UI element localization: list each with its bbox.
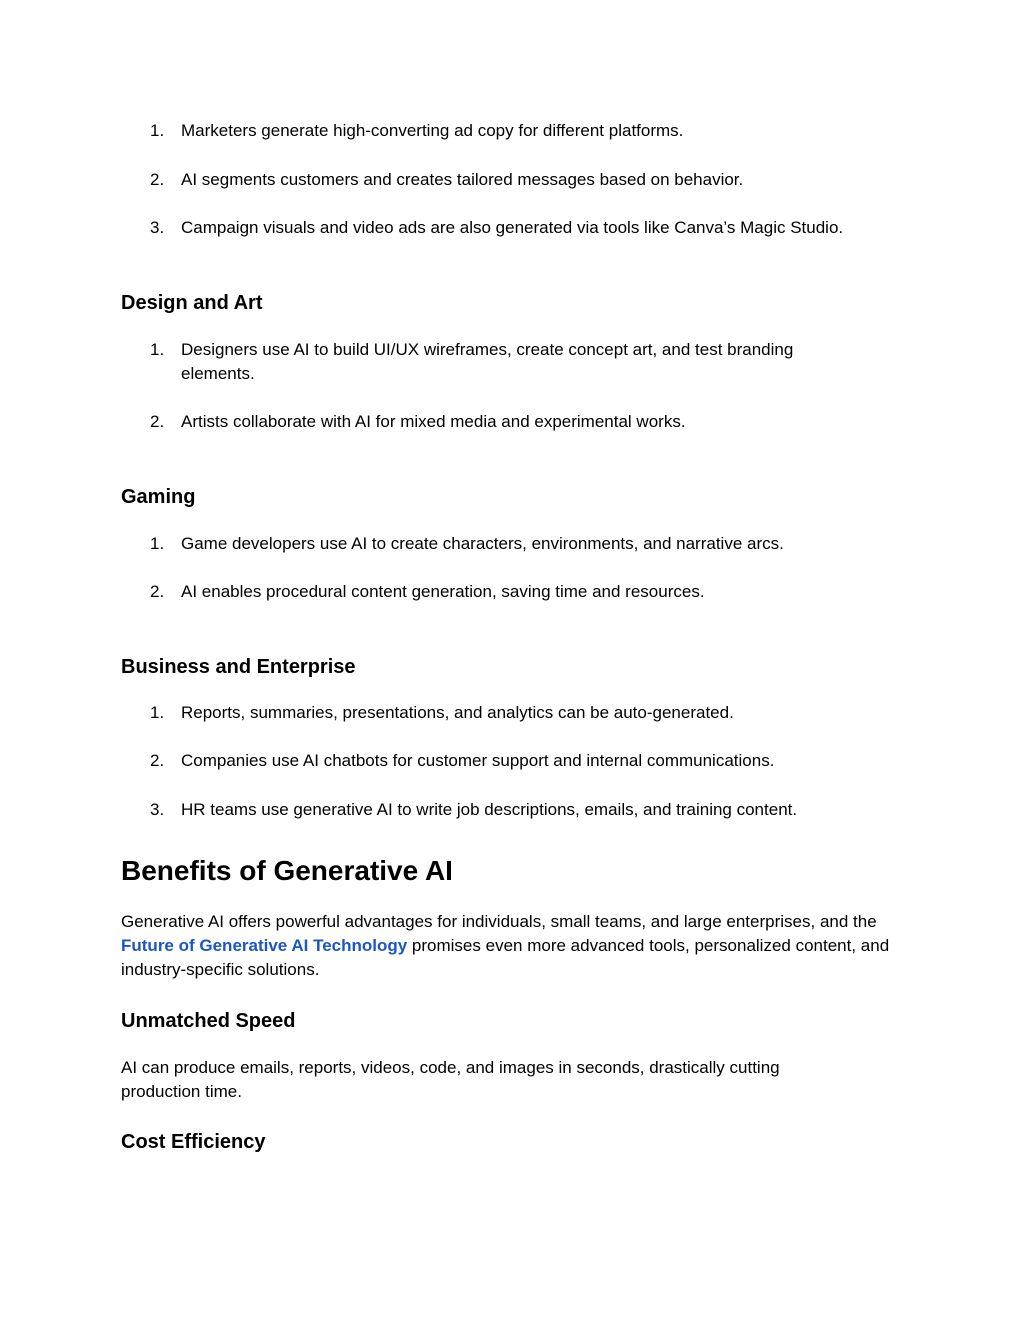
list-number: 1.	[150, 340, 165, 359]
section-heading-benefits: Benefits of Generative AI	[121, 855, 453, 886]
list-text: Reports, summaries, presentations, and analytics can be auto-generated.	[181, 703, 734, 722]
list-number: 2.	[150, 412, 165, 431]
speed-paragraph: AI can produce emails, reports, videos, code, and images in seconds, drastically cutting production time.	[121, 1058, 780, 1101]
list-number: 3.	[150, 218, 165, 237]
section-heading-cost: Cost Efficiency	[121, 1131, 266, 1153]
list-text: HR teams use generative AI to write job descriptions, emails, and training content.	[181, 800, 798, 819]
section-heading-design: Design and Art	[121, 292, 263, 314]
intro-text-after: promises even more advanced tools, personalized content, and industry-specific solutions.	[121, 936, 890, 979]
section-heading-speed: Unmatched Speed	[121, 1010, 296, 1032]
intro-text-before: Generative AI offers powerful advantages for individuals, small teams, and large enterprises, and the	[121, 912, 877, 931]
list-text: Marketers generate high-converting ad copy for different platforms.	[181, 121, 684, 140]
list-number: 1.	[150, 534, 165, 553]
list-text: AI segments customers and creates tailored messages based on behavior.	[181, 170, 744, 189]
future-of-generative-ai-link[interactable]: Future of Generative AI Technology	[121, 936, 408, 955]
benefits-intro-paragraph	[121, 910, 891, 982]
list-number: 1.	[150, 703, 165, 722]
list-text: AI enables procedural content generation, saving time and resources.	[181, 582, 705, 601]
list-text: Game developers use AI to create characters, environments, and narrative arcs.	[181, 534, 784, 553]
list-number: 3.	[150, 800, 165, 819]
list-number: 2.	[150, 170, 165, 189]
section-heading-gaming: Gaming	[121, 486, 196, 508]
list-text: Campaign visuals and video ads are also generated via tools like Canva’s Magic Studio.	[181, 218, 844, 237]
list-number: 2.	[150, 751, 165, 770]
list-number: 2.	[150, 582, 165, 601]
section-heading-business: Business and Enterprise	[121, 656, 356, 678]
list-text: Designers use AI to build UI/UX wireframes, create concept art, and test branding elements.	[181, 340, 794, 383]
list-text: Companies use AI chatbots for customer support and internal communications.	[181, 751, 775, 770]
list-number: 1.	[150, 121, 165, 140]
list-text: Artists collaborate with AI for mixed media and experimental works.	[181, 412, 686, 431]
